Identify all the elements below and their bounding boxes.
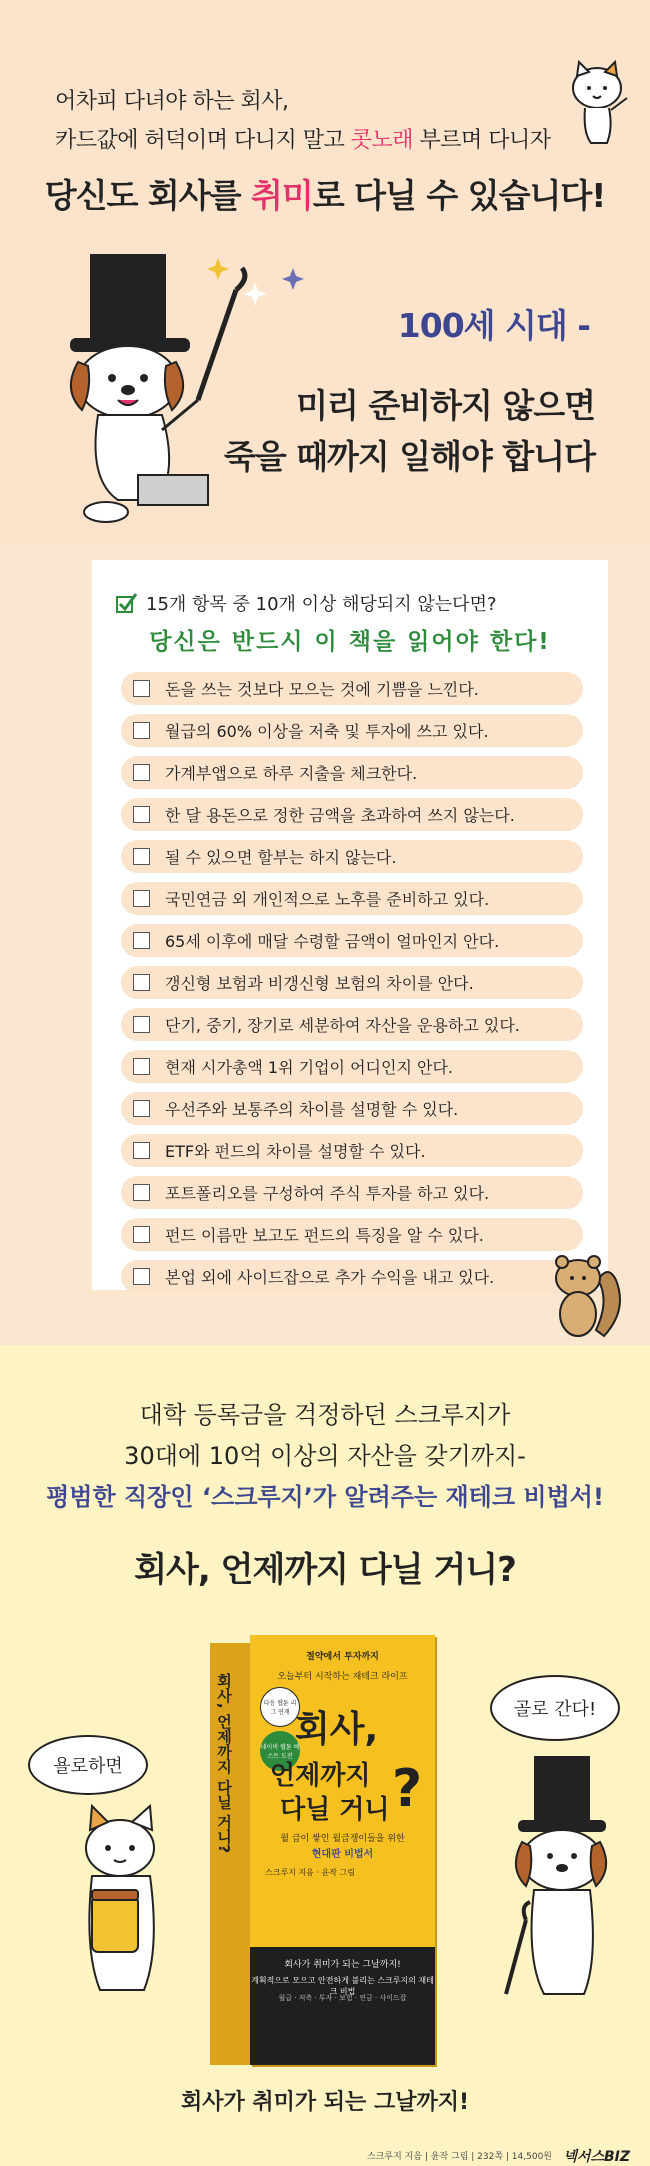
- publisher-logo: 넥서스BIZ: [563, 2149, 630, 2165]
- checklist-subheader: 당신은 반드시 이 책을 읽어야 한다!: [149, 629, 551, 655]
- checklist-item[interactable]: [121, 966, 583, 999]
- checklist-item-label: 펀드 이름만 보고도 펀드의 특징을 알 수 있다.: [165, 1226, 484, 1245]
- waving-cat-illustration: [565, 58, 635, 148]
- checklist-header-text: 15개 항목 중 10개 이상 해당되지 않는다면?: [146, 594, 497, 615]
- book-tagline: 절약에서 투자까지: [306, 1652, 379, 1662]
- checkbox[interactable]: [133, 890, 150, 907]
- book-cover-author: 스크루지 지음 · 윤작 그림: [265, 1868, 355, 1877]
- checklist-item[interactable]: [121, 672, 583, 705]
- book-cover-title-2: 언제까지: [270, 1761, 371, 1791]
- book-band-keywords: 월급 · 저축 · 투자 · 보험 · 연금 · 사이드잡: [278, 1994, 407, 2002]
- checkbox[interactable]: [133, 1226, 150, 1243]
- checkbox[interactable]: [133, 848, 150, 865]
- book-cover-title-1: 회사,: [295, 1709, 379, 1750]
- book-cover-title-3: 다닐 거니: [280, 1795, 390, 1825]
- intro-line-2: [55, 123, 551, 154]
- checklist-item[interactable]: [121, 798, 583, 831]
- checklist-item-label: 포트폴리오를 구성하여 주식 투자를 하고 있다.: [165, 1184, 490, 1203]
- headline-highlight: 취미: [250, 176, 313, 215]
- intro-line-2-highlight: 콧노래: [350, 128, 414, 153]
- intro-line-2-suffix: 부르며 다니자: [413, 128, 551, 153]
- checklist-item[interactable]: [121, 756, 583, 789]
- checkbox[interactable]: [133, 974, 150, 991]
- speech-bubble-left: 욜로하면: [28, 1735, 148, 1795]
- checklist-item[interactable]: [121, 1050, 583, 1083]
- checklist-item-label: 우선주와 보통주의 차이를 설명할 수 있다.: [165, 1100, 459, 1119]
- promo-tagline: 회사가 취미가 되는 그날까지!: [180, 2090, 470, 2115]
- checklist-item[interactable]: [121, 1218, 583, 1251]
- checkbox[interactable]: [133, 1268, 150, 1285]
- checklist-item-label: 돈을 쓰는 것보다 모으는 것에 기쁨을 느낀다.: [165, 680, 479, 699]
- checklist-item-label: 될 수 있으면 할부는 하지 않는다.: [165, 848, 397, 867]
- book-cover-question-mark: ?: [392, 1759, 423, 1819]
- intro-line-1: 어차피 다녀야 하는 회사,: [55, 89, 289, 114]
- checklist-item-label: 본업 외에 사이드잡으로 추가 수익을 내고 있다.: [165, 1268, 495, 1287]
- checklist-item[interactable]: [121, 1092, 583, 1125]
- book-cover-caption: 월 급이 쌓인 월급쟁이들을 위한: [280, 1834, 405, 1844]
- checkbox[interactable]: [133, 1058, 150, 1075]
- checkbox[interactable]: [133, 932, 150, 949]
- checklist-item-label: 월급의 60% 이상을 저축 및 투자에 쓰고 있다.: [165, 722, 489, 741]
- book-title-heading: 회사, 언제까지 다닐 거니?: [134, 1550, 516, 1590]
- checkbox[interactable]: [133, 1016, 150, 1033]
- book-spine-title: 회사, 언제까지 다닐 거니?: [215, 1673, 233, 1854]
- promo-line-3: 평범한 직장인 ‘스크루지’가 알려주는 재테크 비법서!: [46, 1483, 604, 1511]
- book-badge-1: 다음 웹툰 리그 연재: [260, 1687, 300, 1727]
- checklist-item-label: 가계부앱으로 하루 지출을 체크한다.: [165, 764, 418, 783]
- checklist-item[interactable]: [121, 882, 583, 915]
- promo-line-2: 30대에 10억 이상의 자산을 갖기까지-: [124, 1442, 526, 1470]
- intro-line-2-prefix: 카드값에 허덕이며 다니지 말고: [55, 128, 351, 153]
- promo-section: [0, 1345, 650, 2166]
- intro-headline: [0, 170, 650, 217]
- intro-section: [0, 0, 650, 545]
- checklist: [121, 672, 583, 1302]
- book-cover-caption-2: 현대판 비법서: [311, 1849, 374, 1860]
- checklist-item-label: 한 달 용돈으로 정한 금액을 초과하여 쓰지 않는다.: [165, 806, 515, 825]
- checkmark-box-icon: [116, 592, 138, 614]
- squirrel-illustration: [548, 1250, 628, 1340]
- book-band-subline: 계획적으로 모으고 안전하게 불리는 스크루지의 재테크 비법: [251, 1976, 434, 1996]
- checklist-item-label: 단기, 중기, 장기로 세분하여 자산을 운용하고 있다.: [165, 1016, 520, 1035]
- checklist-item[interactable]: [121, 1134, 583, 1167]
- checkbox[interactable]: [133, 1142, 150, 1159]
- checklist-item-label: 현재 시가총액 1위 기업이 어디인지 안다.: [165, 1058, 453, 1077]
- book-badge-2: 네이버 웹툰 베스트 도전: [260, 1731, 300, 1771]
- warning-line-2: 죽을 때까지 일해야 합니다: [223, 437, 595, 476]
- cat-with-jar-illustration: [70, 1800, 180, 2000]
- dog-with-cane-illustration: [500, 1750, 630, 2000]
- book-spine: [210, 1643, 252, 2065]
- dog-with-top-hat-illustration: [58, 250, 258, 530]
- book-band-headline: 회사가 취미가 되는 그날까지!: [284, 1960, 401, 1970]
- checkbox[interactable]: [133, 764, 150, 781]
- era-heading: 100세 시대 -: [397, 306, 590, 345]
- checklist-item[interactable]: [121, 840, 583, 873]
- checkbox[interactable]: [133, 722, 150, 739]
- promo-line-1: 대학 등록금을 걱정하던 스크루지가: [139, 1401, 511, 1429]
- checklist-item-label: 갱신형 보험과 비갱신형 보험의 차이를 안다.: [165, 974, 474, 993]
- speech-bubble-right: 골로 간다!: [490, 1675, 620, 1741]
- checklist-item[interactable]: [121, 1176, 583, 1209]
- checklist-item[interactable]: [121, 924, 583, 957]
- book-cover: [210, 1635, 435, 2065]
- book-belly-band: [250, 1947, 435, 2065]
- book-front: [250, 1635, 435, 2065]
- warning-line-1: 미리 준비하지 않으면: [296, 386, 595, 425]
- checklist-header: [116, 590, 497, 616]
- checklist-item[interactable]: [121, 1008, 583, 1041]
- checklist-item-label: 국민연금 외 개인적으로 노후를 준비하고 있다.: [165, 890, 490, 909]
- footer: [0, 2146, 650, 2166]
- book-subtitle: 오늘부터 시작하는 재테크 라이프: [277, 1672, 408, 1682]
- checklist-card: [92, 560, 608, 1290]
- checklist-item[interactable]: [121, 714, 583, 747]
- book-info: 스크루지 지음 | 윤작 그림 | 232쪽 | 14,500원: [367, 2152, 552, 2162]
- checklist-item-label: ETF와 펀드의 차이를 설명할 수 있다.: [165, 1142, 426, 1161]
- checkbox[interactable]: [133, 806, 150, 823]
- headline-prefix: 당신도 회사를: [44, 176, 251, 215]
- checklist-item-label: 65세 이후에 매달 수령할 금액이 얼마인지 안다.: [165, 932, 500, 951]
- checkbox[interactable]: [133, 1100, 150, 1117]
- checkbox[interactable]: [133, 1184, 150, 1201]
- checklist-item[interactable]: [121, 1260, 583, 1293]
- headline-suffix: 로 다닐 수 있습니다!: [312, 176, 606, 215]
- checkbox[interactable]: [133, 680, 150, 697]
